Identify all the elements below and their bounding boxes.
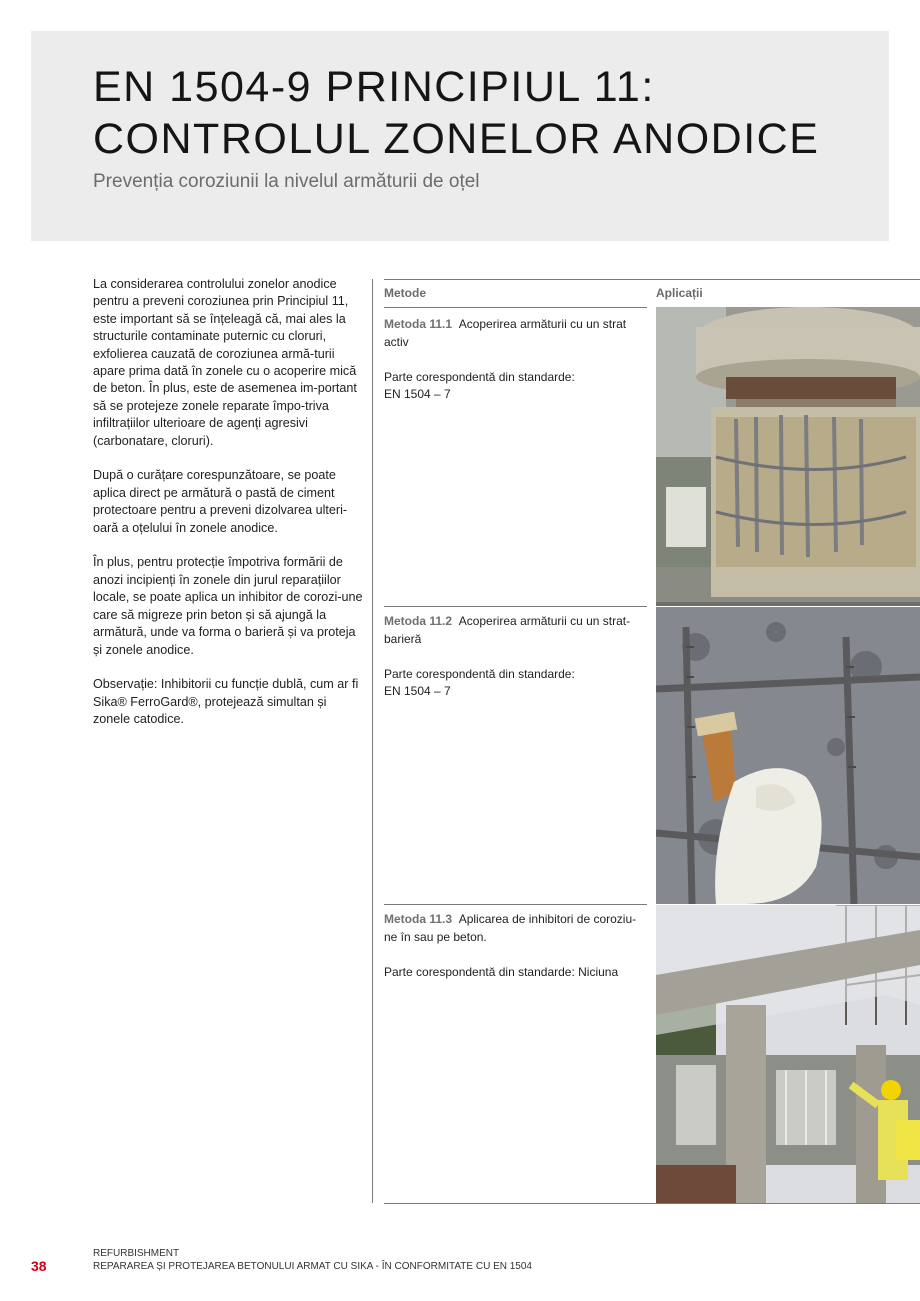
method-description: Aplicarea de inhibitori de coroziu-ne în sau pe beton.: [384, 912, 637, 944]
method-heading: [384, 316, 646, 351]
method-code: Metoda 11.2: [384, 614, 453, 628]
method-code: Metoda 11.3: [384, 912, 453, 926]
method-heading: [384, 911, 646, 946]
column-divider: [372, 279, 373, 1203]
header-band: [31, 31, 889, 241]
intro-paragraph: Observație: Inhibitorii cu funcție dublă, cum ar fi Sika® FerroGard®, protejează simultan și zonele catodice.: [93, 677, 359, 727]
column-header-applications: Aplicații: [656, 286, 703, 300]
table-top-rule: [384, 279, 920, 280]
standard-value: EN 1504 – 7: [384, 387, 451, 401]
method-code: Metoda 11.1: [384, 317, 453, 331]
footer-line1: REFURBISHMENT: [93, 1248, 180, 1259]
standard-value: EN 1504 – 7: [384, 684, 451, 698]
page-number: 38: [31, 1258, 47, 1274]
footer-text: [93, 1248, 532, 1273]
intro-paragraph: În plus, pentru protecție împotriva formării de anozi incipienți în zonele din jurul reparațiilor locale, se poate aplica un inhibitor de corozi-une care să migreze prin beton și să ajungă la armătură, unde va forma o barieră și va proteja și zonele anodice.: [93, 555, 363, 657]
page-title: [93, 61, 819, 165]
method-description: Acoperirea armăturii cu un strat-barieră: [384, 614, 631, 646]
page-title-line2: CONTROLUL ZONELOR ANODICE: [93, 115, 820, 163]
intro-text: [93, 276, 365, 746]
method-heading: [384, 613, 646, 648]
column-header-methods: Metode: [384, 286, 426, 300]
intro-paragraph: După o curățare corespunzătoare, se poate aplica direct pe armătură o pastă de ciment protectoare pentru a preveni dizolvarea ulteri-oară a oțelului în zonele anodice.: [93, 468, 348, 535]
intro-paragraph: La considerarea controlului zonelor anodice pentru a preveni coroziunea prin Principiul 11, este important să se înțeleagă că, mai ales la structurile contaminate puternic cu cloruri, exfolierea cauzată de coroziunea armă-turii apare prima dată în zonele cu o acoperire mică de beton. În plus, este de asemenea im-portant să se protejeze zonele reparate împo-triva infiltrațiilor ulterioare de agenți agresivi (carbonatare, cloruri).: [93, 277, 357, 448]
standard-label: Parte corespondentă din standarde: Niciuna: [384, 964, 619, 979]
photo-column-rebar-coating: [656, 307, 920, 606]
method-row-11-2: [384, 613, 646, 701]
row-rule: [384, 307, 647, 308]
page-subtitle: Prevenția coroziunii la nivelul armăturii de oțel: [93, 171, 480, 192]
method-description: Acoperirea armăturii cu un strat activ: [384, 317, 627, 349]
method-row-11-1: [384, 316, 646, 404]
standard-label: Parte corespondentă din standarde:: [384, 666, 575, 681]
photo-brush-rebar-coating: [656, 607, 920, 904]
table-bottom-rule: [384, 1203, 920, 1204]
photo-inhibitor-spraying: [656, 905, 920, 1203]
footer-line2: REPARAREA ȘI PROTEJAREA BETONULUI ARMAT CU SIKA - ÎN CONFORMITATE CU EN 1504: [93, 1260, 532, 1272]
row-rule: [384, 904, 647, 905]
row-rule: [384, 606, 647, 607]
standard-label: Parte corespondentă din standarde:: [384, 369, 575, 384]
page-title-line1: EN 1504-9 PRINCIPIUL 11:: [93, 63, 655, 111]
method-row-11-3: [384, 911, 646, 981]
